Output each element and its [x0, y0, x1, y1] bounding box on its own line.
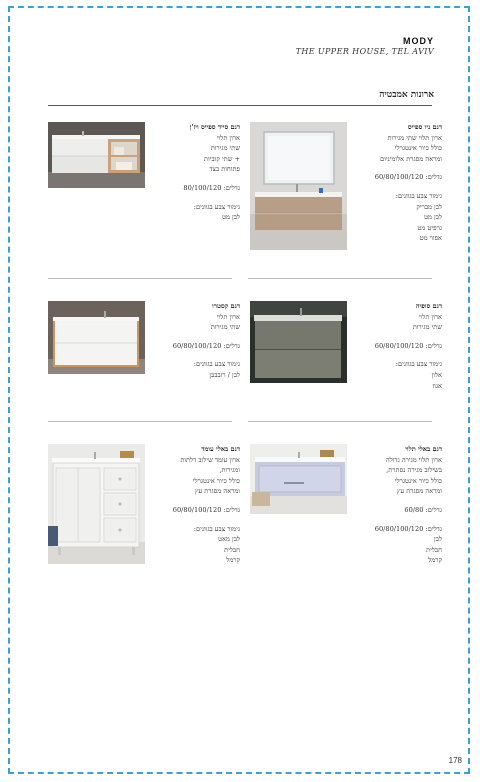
product-card — [48, 444, 240, 574]
product-card — [250, 122, 442, 252]
product-desc-line: בשילוב מגירה נסתרת, — [386, 466, 442, 475]
product-finish: לבן מט — [424, 213, 442, 222]
product-photo-bali-standing — [48, 444, 145, 564]
product-card — [250, 301, 442, 431]
product-desc-line: כולל כיור אינטגרלי — [394, 476, 442, 485]
product-desc-line: ארון תלוי — [216, 133, 240, 142]
product-desc-line: כולל כיור אינטגרלי — [192, 476, 240, 485]
product-desc-line: ארון עומד שילוב דלתות — [180, 455, 240, 464]
row-divider — [48, 278, 232, 279]
product-desc-line: פתוחות בצד — [209, 165, 240, 174]
product-finish: אפור מט — [419, 234, 442, 243]
product-desc-line: שתי מגירות — [210, 144, 240, 153]
product-desc-line: ארון תלוי מגירה גדולה — [385, 455, 442, 464]
product-finish: אגוז — [432, 381, 442, 390]
product-desc-line: ומראה מסגרת אלומיניום — [380, 154, 442, 163]
product-sizes: גדלים: 60/80/100/120 — [172, 341, 240, 350]
product-sizes: גדלים: 80/100/120 — [183, 183, 240, 192]
product-desc-line: כולל כיור אינטגרלי — [394, 144, 442, 153]
product-desc-line: ומראה מסגרת עץ — [396, 487, 442, 496]
product-desc-line: ומראה מסגרת עץ — [194, 487, 240, 496]
product-finish-label: גימור צבע בגוונים: — [395, 360, 442, 369]
product-finish-label: גדלים: 60/80/100/120 — [374, 524, 442, 533]
product-sizes: גדלים: 60/80/100/120 — [374, 341, 442, 350]
product-finish: גרפיט מט — [417, 223, 442, 232]
product-text — [350, 301, 442, 391]
product-finish-label: גימור צבע בגוונים: — [193, 524, 240, 533]
product-name: דגם סייד ספייס ויז'ן — [189, 123, 240, 131]
product-finish-label: גימור צבע בגוונים: — [193, 360, 240, 369]
section-title: ארונות אמבטיה — [379, 90, 434, 100]
product-desc-line: שתי מגירות — [412, 323, 442, 332]
product-finish: לבן מט — [222, 213, 240, 222]
brand-subtitle: THE UPPER HOUSE, TEL AVIV — [295, 47, 434, 56]
product-finish-label: גימור צבע בגוונים: — [395, 191, 442, 200]
product-finish: קרמל — [428, 556, 442, 565]
page-number: 178 — [448, 756, 462, 765]
product-name: דגם קסטרו — [212, 302, 240, 310]
product-photo-new-space — [250, 122, 347, 250]
product-sizes: גדלים: 60/80 — [404, 505, 442, 514]
product-desc-line: ומגירות, — [219, 466, 240, 475]
product-card — [48, 301, 240, 431]
product-text — [148, 301, 240, 381]
product-finish-label: גימור צבע בגוונים: — [193, 202, 240, 211]
row-divider — [248, 278, 432, 279]
product-text — [350, 122, 442, 244]
product-photo-castro — [48, 301, 145, 374]
product-desc-line: ארון תלוי — [418, 312, 442, 321]
product-name: דגם באלי עומד — [201, 445, 240, 453]
product-name: דגם סופיה — [415, 302, 442, 310]
product-card — [250, 444, 442, 574]
product-finish: חבלית — [224, 545, 240, 554]
product-card — [48, 122, 240, 252]
product-finish: אלון — [431, 370, 442, 379]
product-sizes: גדלים: 60/80/100/120 — [374, 173, 442, 182]
product-photo-bali-wall-hung — [250, 444, 347, 514]
product-text — [148, 444, 240, 566]
product-finish: לבן מאט — [218, 535, 240, 544]
product-sizes: גדלים: 60/80/100/120 — [172, 505, 240, 514]
product-desc-line: ארון תלוי שתי מגירות — [387, 133, 442, 142]
product-desc-line: שתי מגירות — [210, 323, 240, 332]
product-finish: חבלית — [426, 545, 442, 554]
product-desc-line: + שתי קוביות — [204, 154, 240, 163]
product-text — [148, 122, 240, 223]
brand-header — [296, 36, 434, 56]
product-finish: קרמל — [226, 556, 240, 565]
brand-logo: MODY — [403, 36, 434, 46]
section-divider — [48, 105, 432, 106]
product-photo-side-space-vision — [48, 122, 145, 188]
product-text — [350, 444, 442, 566]
product-finish: לבן — [434, 535, 442, 544]
product-photo-sofia — [250, 301, 347, 383]
product-name: דגם באלי תלוי — [405, 445, 442, 453]
product-desc-line: ארון תלוי — [216, 312, 240, 321]
product-finish: לבן / רובבבן — [209, 370, 240, 379]
product-finish: לבן מבריק — [416, 202, 442, 211]
product-name: דגם ניו ספייס — [407, 123, 442, 131]
